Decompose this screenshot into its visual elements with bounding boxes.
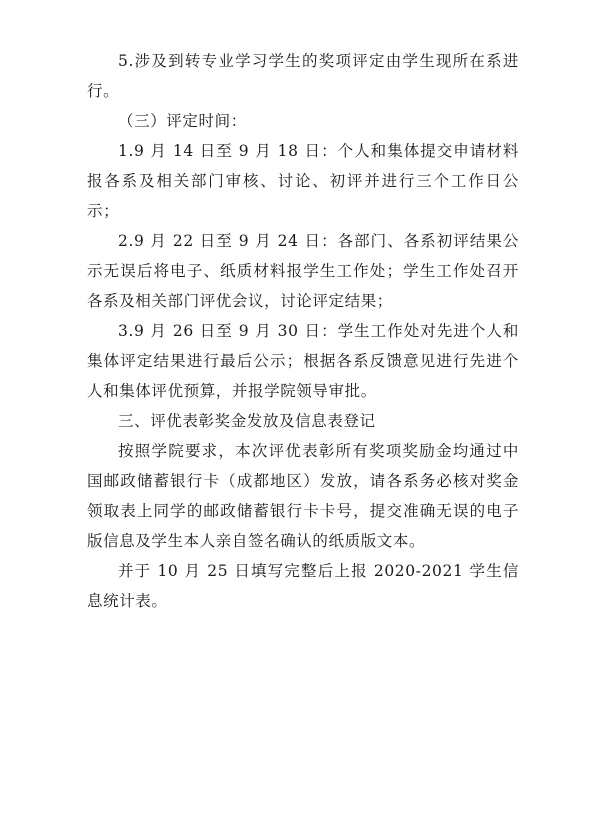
paragraph-step-3: 3.9 月 26 日至 9 月 30 日：学生工作处对先进个人和集体评定结果进行最后公示；根据各系反馈意见进行先进个人和集体评优预算，并报学院领导审批。 [87, 322, 519, 400]
paragraph-transfer-students: 5.涉及到转专业学习学生的奖项评定由学生现所在系进行。 [87, 52, 519, 100]
paragraph-bonus-distribution: 按照学院要求，本次评优表彰所有奖项奖励金均通过中国邮政储蓄银行卡（成都地区）发放，请各系务必核对奖金领取表上同学的邮政储蓄银行卡卡号，提交准确无误的电子版信息及学生本人亲自签名确认的纸质版文本。 [87, 442, 519, 550]
paragraph-step-2: 2.9 月 22 日至 9 月 24 日：各部门、各系初评结果公示无误后将电子、纸质材料报学生工作处；学生工作处召开各系及相关部门评优会议，讨论评定结果； [87, 232, 519, 310]
paragraph-info-form: 并于 10 月 25 日填写完整后上报 2020-2021 学生信息统计表。 [87, 562, 519, 610]
document-body [87, 46, 519, 616]
heading-evaluation-time: （三）评定时间： [118, 112, 247, 130]
paragraph-step-1: 1.9 月 14 日至 9 月 18 日：个人和集体提交申请材料报各系及相关部门审核、讨论、初评并进行三个工作日公示； [87, 142, 519, 220]
heading-section-three: 三、评优表彰奖金发放及信息表登记 [118, 412, 376, 430]
